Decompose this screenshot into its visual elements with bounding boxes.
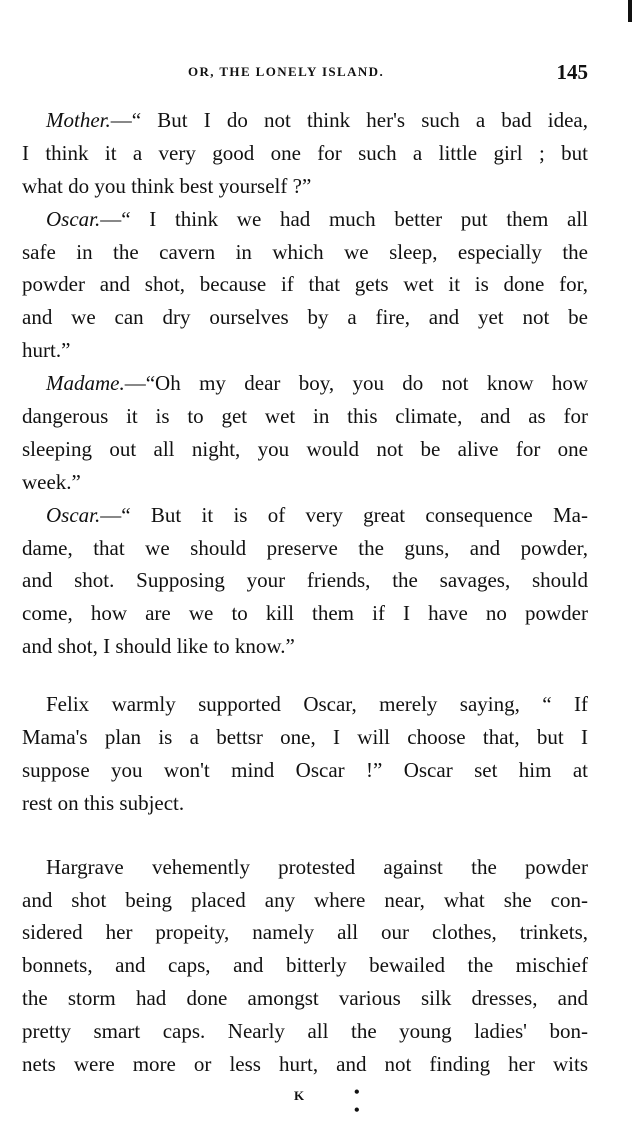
text-line: sidered her propeity, namely all our clothes, trinkets,	[22, 920, 588, 945]
speaker-name: Mother.	[46, 108, 111, 132]
running-title: OR, THE LONELY ISLAND.	[188, 64, 385, 79]
paragraph	[22, 203, 588, 367]
signature-marks: • •	[354, 1084, 378, 1119]
text-line: dame, that we should preserve the guns, and powder,	[22, 535, 588, 560]
text-line: Hargrave vehemently protested against the powder	[46, 854, 588, 879]
text-line: Felix warmly supported Oscar, merely saying, “ If	[46, 692, 588, 717]
text-line: bonnets, and caps, and bitterly bewailed the mischief	[22, 953, 588, 978]
text-line: powder and shot, because if that gets wet it is done for,	[22, 272, 588, 297]
text-line: week.”	[22, 469, 81, 494]
line-text: —“ But it is of very great consequence Ma-	[100, 502, 588, 527]
line-text: —“Oh my dear boy, you do not know how	[124, 371, 588, 396]
text-line	[22, 203, 588, 236]
text-line: the storm had done amongst various silk dresses, and	[22, 986, 588, 1011]
paragraph	[22, 851, 588, 1081]
text-line: sleeping out all night, you would not be alive for one	[22, 436, 588, 461]
text-line: suppose you won't mind Oscar !” Oscar set him at	[22, 757, 588, 782]
text-line: I think it a very good one for such a little girl ; but	[22, 140, 588, 165]
text-line: pretty smart caps. Nearly all the young ladies' bon-	[22, 1019, 588, 1044]
text-line: come, how are we to kill them if I have no powder	[22, 601, 588, 626]
page-number: 145	[556, 60, 588, 84]
printer-signature	[294, 1084, 414, 1119]
speaker-name: Madame.	[46, 371, 125, 396]
page-edge-mark	[628, 0, 632, 22]
text-line: Mama's plan is a bettsr one, I will choose that, but I	[22, 725, 588, 750]
text-line	[22, 499, 588, 532]
paragraph-gap	[22, 820, 588, 851]
text-line: rest on this subject.	[22, 790, 185, 815]
line-text: —“ I think we had much better put them all	[100, 206, 588, 231]
text-line	[22, 104, 588, 137]
text-line: and shot. Supposing your friends, the savages, should	[22, 568, 588, 593]
text-line: and shot, I should like to know.”	[22, 634, 295, 659]
paragraph	[22, 688, 588, 820]
line-text: —“ But I do not think her's such a bad idea,	[110, 108, 588, 132]
paragraph	[22, 499, 588, 663]
text-line: nets were more or less hurt, and not finding her wits	[22, 1052, 588, 1077]
text-line	[22, 367, 588, 400]
text-line: what do you think best yourself ?”	[22, 173, 312, 198]
text-line: and shot being placed any where near, what she con-	[22, 887, 588, 912]
paragraph	[22, 104, 588, 203]
running-head	[22, 62, 590, 84]
speaker-name: Oscar.	[46, 502, 101, 527]
text-line: dangerous it is to get wet in this climate, and as for	[22, 404, 588, 429]
signature-letter: K	[294, 1088, 305, 1103]
text-line: safe in the cavern in which we sleep, especially the	[22, 239, 588, 264]
text-line: and we can dry ourselves by a fire, and yet not be	[22, 305, 588, 330]
body-text	[22, 104, 588, 1081]
text-line: hurt.”	[22, 338, 71, 363]
speaker-name: Oscar.	[46, 206, 101, 231]
paragraph-gap	[22, 663, 588, 688]
paragraph	[22, 367, 588, 499]
